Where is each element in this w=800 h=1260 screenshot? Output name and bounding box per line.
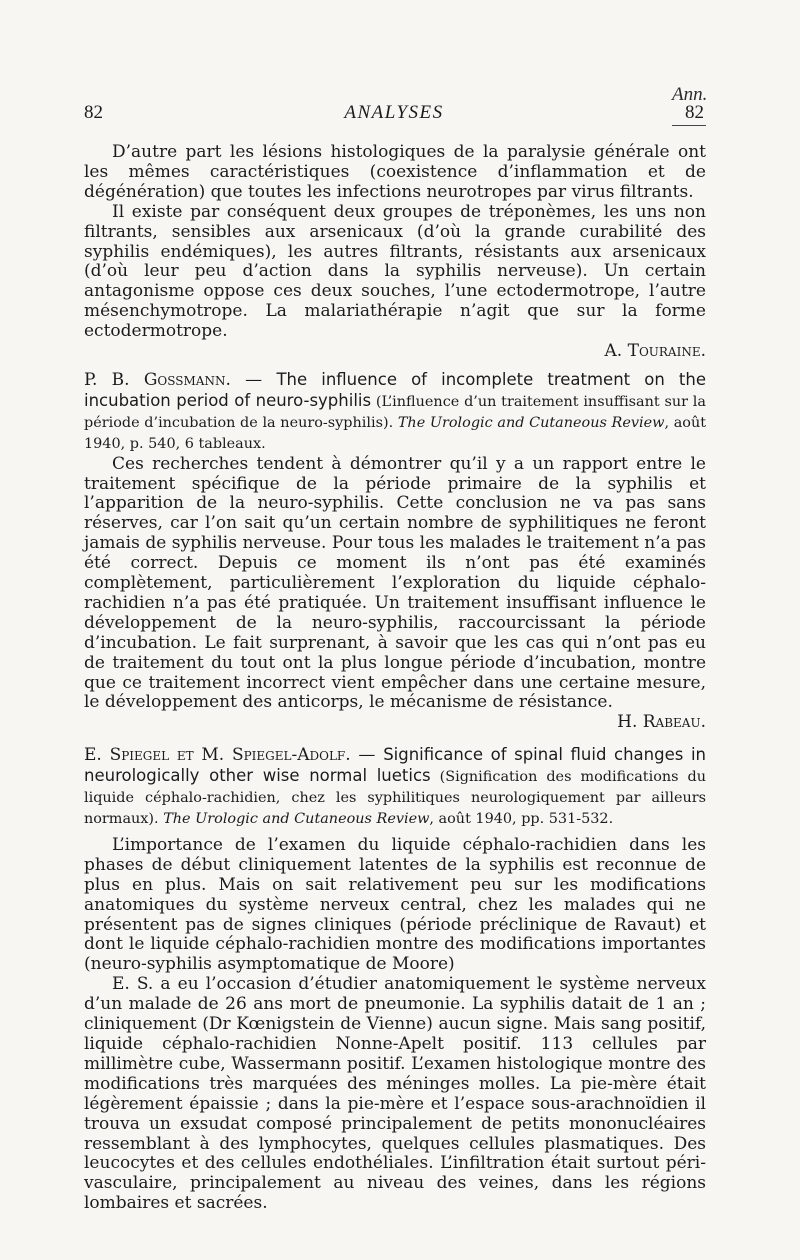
corner-note: Ann. — [672, 84, 708, 105]
article-title: Significance of spinal fluid changes in neurologically other wise normal luetics — [84, 745, 706, 786]
article-gossmann — [84, 370, 706, 733]
paragraph: L’importance de l’examen du liquide céphalo-rachidien dans les phases de début cliniquement latentes de la syphilis est reconnue de plus en plus. Mais on sait relativement peu sur les modifications anatomiques du système nerveux central, chez les malades qui ne présentent pas de signes cliniques (période préclinique de Ravaut) et dont le liquide céphalo-rachidien montre des modifications importantes (neuro-syphilis asymptomatique de Moore) — [84, 834, 706, 975]
journal-name: The Urologic and Cutaneous Review — [163, 811, 430, 827]
paragraph: E. S. a eu l’occasion d’étudier anatomiquement le système nerveux d’un malade de 26 ans mort de pneumonie. La syphilis datait de 1 an ; cliniquement (Dr Kœnigstein de Vienne) aucun signe. Mais sang positif, liquide céphalo-rachidien Nonne-Apelt positif. 113 cellules par millimètre cube, Wassermann positif. L’examen histologique montre des modifications très marquées des méninges molles. La pie-mère était légèrement épaissie ; dans la pie-mère et l’espace sous-arachnoïdien il trouva un exsudat composé principalement de petits mononucléaires ressemblant à des lymphocytes, quelques cellules plasmatiques. Des leucocytes et des cellules endothéliales. L’infiltration était surtout péri-vasculaire, principalement au niveau des veines, dans les régions lombaires et sacrées. — [84, 974, 706, 1214]
page-body — [84, 143, 706, 1214]
title-translation: (L’influence d’un traitement insuffisant sur la période d’incubation de la neuro-syphilis). — [84, 393, 706, 431]
dash: — — [350, 745, 384, 766]
reference-heading — [84, 370, 706, 455]
signature-name: H. Rabeau. — [617, 712, 706, 733]
article-spiegel — [84, 745, 706, 1214]
page-number-right: 82 — [685, 102, 704, 123]
running-title: ANALYSES — [344, 102, 444, 123]
paragraph: D’autre part les lésions histologiques de la paralysie générale ont les mêmes caractéristiques (coexistence d’inflammation et de dégénération) que toutes les infections neurotropes par virus filtrants. — [84, 142, 706, 202]
page-number-left: 82 — [84, 102, 103, 123]
paragraph: Il existe par conséquent deux groupes de tréponèmes, les uns non filtrants, sensibles aux arsenicaux (d’où la grande curabilité des syphilis endémiques), les autres filtrants, résistants aux arsenicaux (d’où leur peu d’action dans la syphilis nerveuse). Un certain antagonisme oppose ces deux souches, l’une ectodermotrope, l’autre mésenchymotrope. La malariathérapie n’agit que sur la forme ectodermotrope. — [84, 201, 706, 342]
signature — [84, 713, 706, 733]
journal-name: The Urologic and Cutaneous Review — [397, 414, 665, 431]
author: E. Spiegel et M. Spiegel-Adolf. — [84, 745, 351, 766]
author: P. B. Gossmann. — [84, 369, 231, 390]
signature-name: A. Touraine. — [604, 341, 706, 362]
article-title: The influence of incomplete treatment on the incubation period of neuro-syphilis — [84, 369, 706, 410]
paragraph: Ces recherches tendent à démontrer qu’il y a un rapport entre le traitement spécifique de la période primaire de la syphilis et l’apparition de la neuro-syphilis. Cette conclusion ne va pas sans réserves, car l’on sait qu’un certain nombre de syphilitiques ne feront jamais de syphilis nerveuse. Pour tous les malades le traitement n’a pas été correct. Depuis ce moment ils n’ont pas été examinés complètement, particulièrement l’exploration du liquide céphalo-rachidien n’a pas été pratiquée. Un traitement insuffisant influence le développement de la neuro-syphilis, raccourcissant la période d’incubation. Le fait surprenant, à savoir que les cas qui n’ont pas eu de traitement du tout ont la plus longue période d’incubation, montre que ce traitement incorrect vient empêcher dans une certaine mesure, le développement des anticorps, le mécanisme de résistance. — [84, 453, 706, 713]
article-continuation — [84, 143, 706, 362]
signature — [84, 342, 706, 362]
running-header — [84, 102, 704, 128]
citation: , août 1940, pp. 531-532. — [429, 811, 614, 827]
citation: , août 1940, p. 540, 6 tableaux. — [84, 414, 706, 452]
dash: — — [230, 369, 277, 390]
title-translation: (Signification des modifications du liquide céphalo-rachidien, chez les syphilitiques neurologiquement par ailleurs normaux). — [84, 769, 706, 827]
header-rule — [672, 125, 706, 126]
reference-heading — [84, 745, 706, 830]
